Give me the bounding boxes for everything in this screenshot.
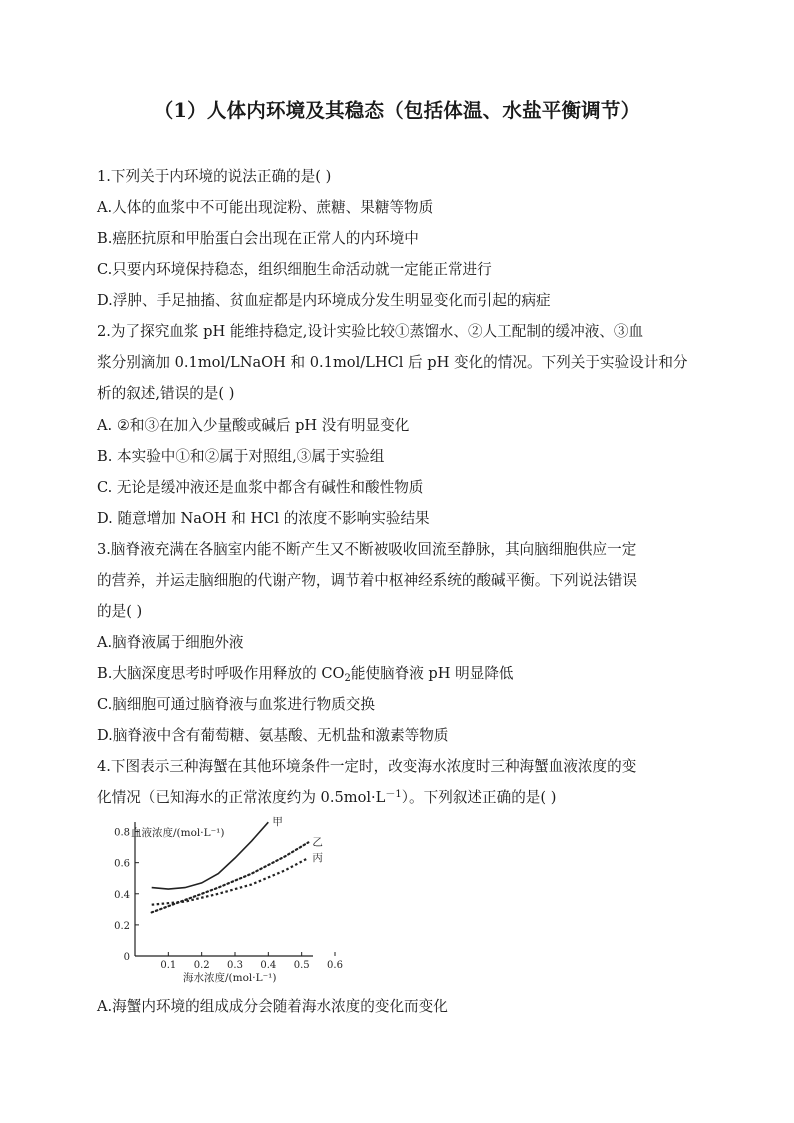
y-tick-label: 0 [123,952,130,963]
question-2-stem-line-1: 2.为了探究血浆 pH 能维持稳定,设计实验比较①蒸馏水、②人工配制的缓冲液、③血 [97,323,644,340]
page-title: （1）人体内环境及其稳态（包括体温、水盐平衡调节） [153,99,641,122]
question-2-option-d: D. 随意增加 NaOH 和 HCl 的浓度不影响实验结果 [97,510,430,527]
y-axis-label: 血液浓度/(mol·L⁻¹) [131,827,225,839]
question-2-option-a: A. ②和③在加入少量酸或碱后 pH 没有明显变化 [97,417,410,434]
y-tick-label: 0.6 [114,858,130,870]
question-3-option-d: D.脑脊液中含有葡萄糖、氨基酸、无机盐和激素等物质 [97,727,449,744]
series-line-3 [152,858,309,905]
x-tick-label: 0.5 [293,960,310,971]
series-label-1: 甲 [272,816,283,829]
question-4-stem-line-2-head: 化情况（已知海水的正常浓度约为 0.5mol·L [97,789,386,806]
question-4-stem-line-2 [97,788,707,808]
x-tick-label: 0.1 [160,960,177,971]
question-1-option-b: B.癌胚抗原和甲胎蛋白会出现在正常人的内环境中 [97,230,419,247]
unit-superscript: －1 [385,789,402,800]
question-3-option-b-tail: 能使脑脊液 pH 明显降低 [350,665,514,682]
question-3-stem-line-2: 的营养，并运走脑细胞的代谢产物，调节着中枢神经系统的酸碱平衡。下列说法错误 [97,572,637,589]
x-tick-label: 0.2 [193,960,210,971]
y-tick-label: 0.4 [114,889,130,901]
series-line-2 [152,842,309,912]
y-tick-label: 0.2 [114,920,130,932]
question-2-stem-line-3: 析的叙述,错误的是( ) [97,385,235,402]
question-3-option-b [97,664,707,684]
question-4-option-a: A.海蟹内环境的组成成分会随着海水浓度的变化而变化 [97,998,448,1015]
question-3-stem-line-1: 3.脑脊液充满在各脑室内能不断产生又不断被吸收回流至静脉，其向脑细胞供应一定 [97,541,637,558]
x-tick-label: 0.6 [327,960,343,971]
series-label-2: 乙 [312,836,323,849]
question-1-option-d: D.浮肿、手足抽搐、贫血症都是内环境成分发生明显变化而引起的病症 [97,292,551,309]
seawater-blood-concentration-chart [97,814,343,989]
co2-subscript: 2 [344,673,351,684]
question-4-stem-line-2-tail: ）。下列叙述正确的是( ) [401,789,557,806]
question-3-option-b-head: B.大脑深度思考时呼吸作用释放的 CO [97,665,345,682]
question-3-option-a: A.脑脊液属于细胞外液 [97,634,244,651]
question-2-stem-line-2: 浆分别滴加 0.1mol/LNaOH 和 0.1mol/LHCl 后 pH 变化的情况。下列关于实验设计和分 [97,354,688,371]
question-3-stem-line-3: 的是( ) [97,603,143,620]
question-3-option-c: C.脑细胞可通过脑脊液与血浆进行物质交换 [97,696,375,713]
y-tick-label: 0.8 [114,827,130,839]
question-1-stem: 1.下列关于内环境的说法正确的是( ) [97,168,332,185]
x-tick-label: 0.4 [260,960,277,971]
question-2-option-c: C. 无论是缓冲液还是血浆中都含有碱性和酸性物质 [97,479,424,496]
question-1-option-a: A.人体的血浆中不可能出现淀粉、蔗糖、果糖等物质 [97,199,434,216]
series-label-3: 丙 [312,852,323,864]
question-2-option-b: B. 本实验中①和②属于对照组,③属于实验组 [97,448,385,465]
question-1-option-c: C.只要内环境保持稳态，组织细胞生命活动就一定能正常进行 [97,261,492,278]
question-4-stem-line-1: 4.下图表示三种海蟹在其他环境条件一定时，改变海水浓度时三种海蟹血液浓度的变 [97,758,637,775]
x-tick-label: 0.3 [227,960,243,971]
x-axis-label: 海水浓度/(mol·L⁻¹) [183,972,277,984]
